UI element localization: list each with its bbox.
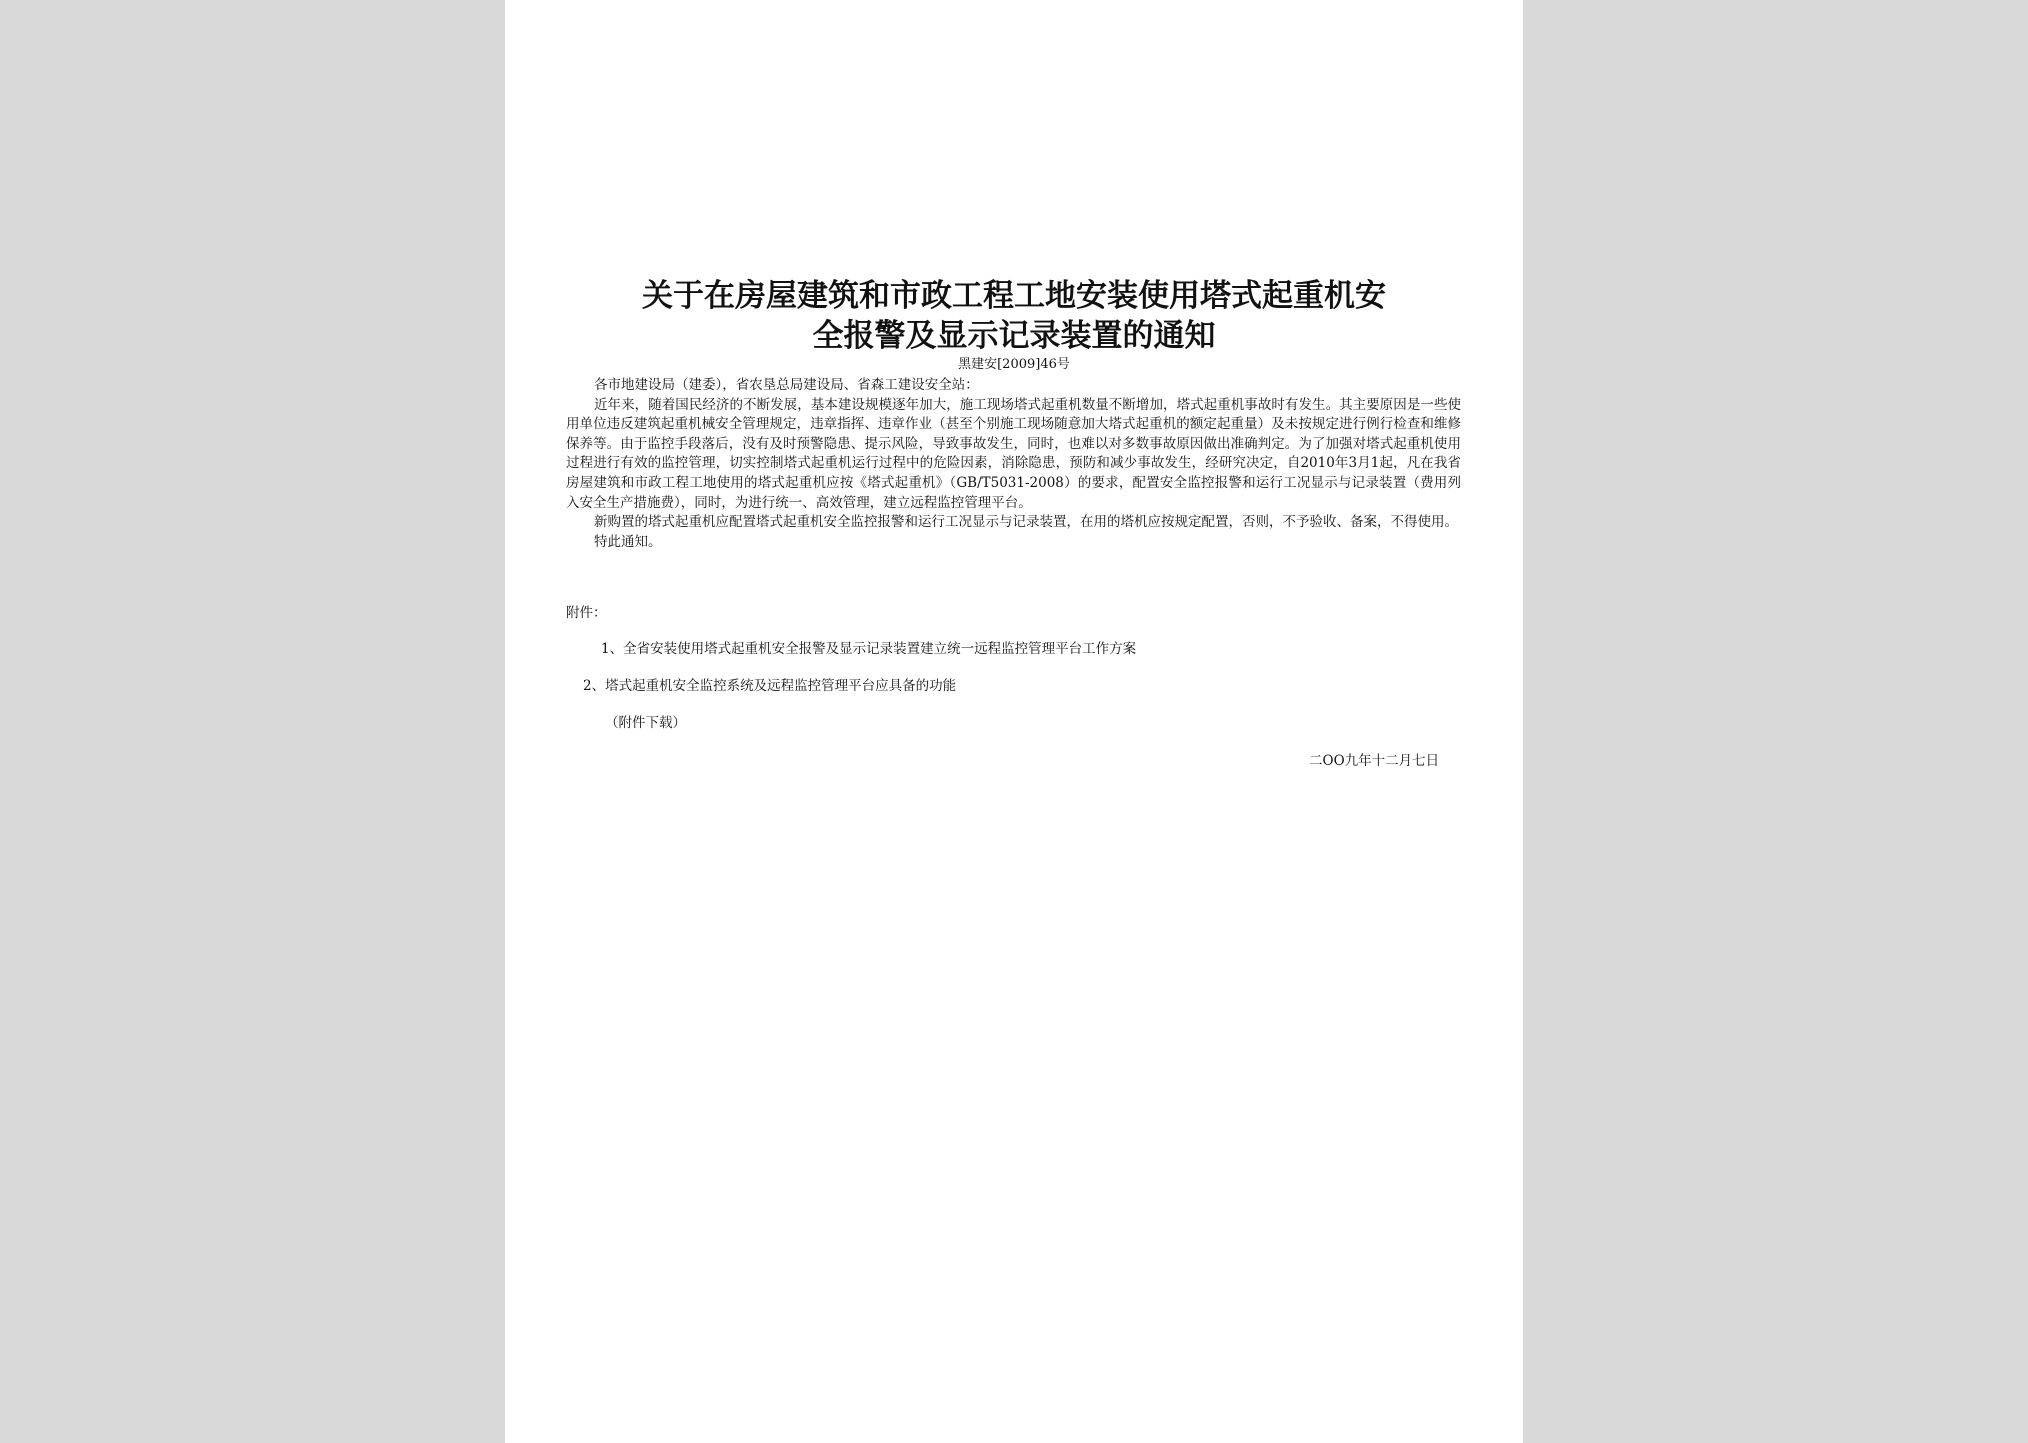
document-number: 黑建安[2009]46号 (958, 357, 1070, 372)
body-paragraph-2: 新购置的塔式起重机应配置塔式起重机安全监控报警和运行工况显示与记录装置，在用的塔机应按规定配置，否则，不予验收、备案，不得使用。 (594, 514, 1458, 531)
attachments-label: 附件： (566, 605, 607, 621)
document-body (566, 376, 1461, 552)
attachment-item-2: 2、塔式起重机安全监控系统及远程监控管理平台应具备的功能 (583, 678, 957, 694)
body-paragraph-1: 近年来，随着国民经济的不断发展，基本建设规模逐年加大，施工现场塔式起重机数量不断增加，塔式起重机事故时有发生。其主要原因是一些使用单位违反建筑起重机械安全管理规定，违章指挥、违章作业（甚至个别施工现场随意加大塔式起重机的额定起重量）及未按规定进行例行检查和维修保养等。由于监控手段落后，没有及时预警隐患、提示风险，导致事故发生，同时，也难以对多数事故原因做出准确判定。为了加强对塔式起重机使用过程进行有效的监控管理，切实控制塔式起重机运行过程中的危险因素，消除隐患，预防和减少事故发生，经研究决定，自2010年3月1起，凡在我省房屋建筑和市政工程工地使用的塔式起重机应按《塔式起重机》（GB/T5031-2008）的要求，配置安全监控报警和运行工况显示与记录装置（费用列入安全生产措施费），同时，为进行统一、高效管理，建立远程监控管理平台。 (566, 396, 1461, 511)
issue-date: 二OO九年十二月七日 (1309, 753, 1440, 769)
attachment-item-1: 1、全省安装使用塔式起重机安全报警及显示记录装置建立统一远程监控管理平台工作方案 (601, 641, 1137, 657)
addressee: 各市地建设局（建委），省农垦总局建设局、省森工建设安全站： (594, 377, 979, 393)
attachment-download-link[interactable]: （附件下载） (605, 715, 686, 731)
document-title-line-1: 关于在房屋建筑和市政工程工地安装使用塔式起重机安 (642, 278, 1386, 314)
document-page (505, 0, 1523, 1443)
closing-notice: 特此通知。 (594, 533, 662, 550)
document-title-line-2: 全报警及显示记录装置的通知 (812, 318, 1216, 354)
